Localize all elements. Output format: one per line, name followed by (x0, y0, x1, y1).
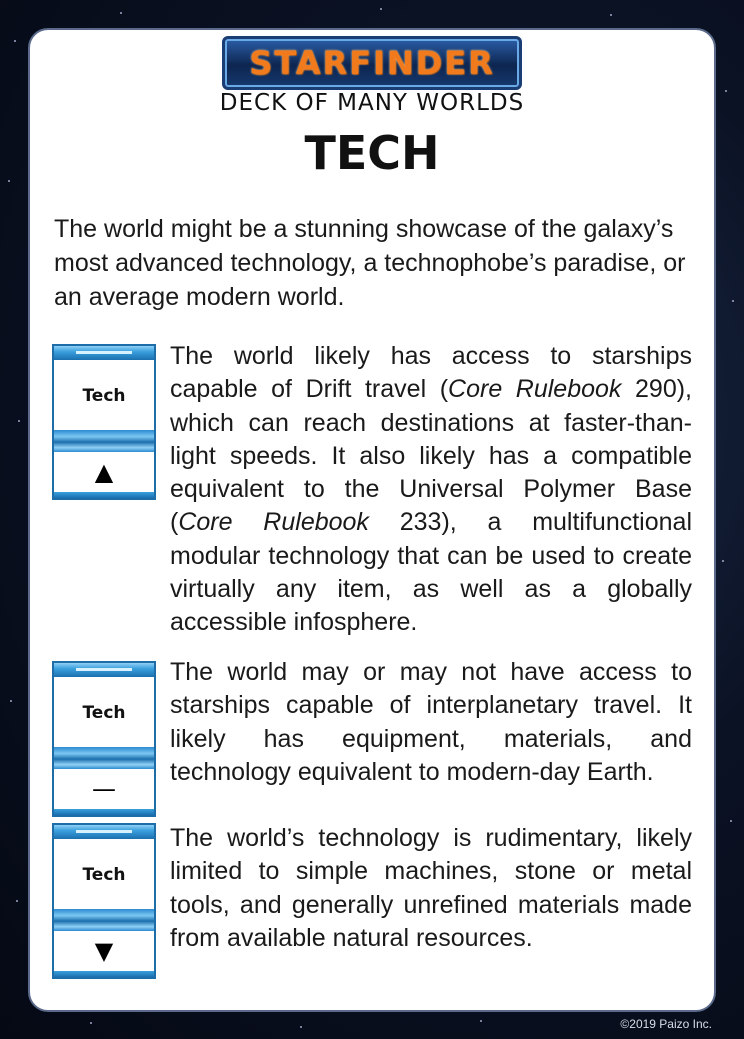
star (300, 1026, 302, 1028)
star (8, 180, 10, 182)
book-reference: Core Rulebook (178, 508, 369, 537)
star (380, 8, 382, 10)
icon-box-mid-bar (54, 747, 154, 769)
tech-medium-icon-box (52, 661, 156, 817)
book-reference: Core Rulebook (448, 375, 622, 404)
icon-box-label: Tech (82, 865, 126, 885)
star (14, 40, 16, 42)
icon-box-top-bar (54, 663, 154, 677)
dash-icon: — (92, 775, 116, 803)
star (480, 1020, 482, 1022)
star (18, 420, 20, 422)
star (732, 300, 734, 302)
tech-medium-description: The world may or may not have access to starships capable of interplanetary travel. It likely has equipment, materials, and technology equivalent to modern-day Earth. (170, 658, 692, 786)
logo-text: STARFINDER (249, 44, 495, 82)
icon-box-top-bar (54, 825, 154, 839)
star (722, 560, 724, 562)
entry-text-part: 233), a multifunctional modular technology that can be used to create virtually any item, as well as a globally accessible infosphere. (170, 508, 692, 637)
icon-box-label: Tech (82, 386, 126, 406)
star (10, 700, 12, 702)
icon-box-mid-bar (54, 909, 154, 931)
entry-text-part: The world likely has access to starships capable of Drift travel ( (170, 342, 692, 404)
icon-box-mid-bar (54, 430, 154, 452)
icon-box-bottom-bar (54, 492, 154, 498)
up-triangle-icon: ▲ (94, 458, 114, 486)
star (730, 820, 732, 822)
icon-box-label: Tech (82, 703, 126, 723)
tech-high-description (170, 340, 692, 640)
icon-box-bottom-bar (54, 971, 154, 977)
entry-text-part: 290), which can reach destinations at faster-than-light speeds. It also likely has a compatible equivalent to the Universal Polymer Base ( (170, 375, 692, 537)
tech-low-description: The world’s technology is rudimentary, likely limited to simple machines, stone or metal tools, and generally unrefined materials made from available natural resources. (170, 824, 692, 952)
copyright-notice: ©2019 Paizo Inc. (620, 1017, 712, 1031)
icon-box-bottom-bar (54, 809, 154, 815)
tech-low-icon-box (52, 823, 156, 979)
icon-box-top-bar (54, 346, 154, 360)
tech-high-icon-box (52, 344, 156, 500)
down-triangle-icon: ▼ (94, 937, 114, 965)
deck-subtitle: DECK OF MANY WORLDS (219, 90, 525, 116)
star (120, 12, 122, 14)
star (90, 1022, 92, 1024)
starfinder-logo (222, 36, 522, 90)
card-title: TECH (304, 126, 440, 180)
star (610, 14, 612, 16)
intro-paragraph: The world might be a stunning showcase of the galaxy’s most advanced technology, a technophobe’s paradise, or an average modern world. (54, 215, 686, 311)
star (16, 900, 18, 902)
